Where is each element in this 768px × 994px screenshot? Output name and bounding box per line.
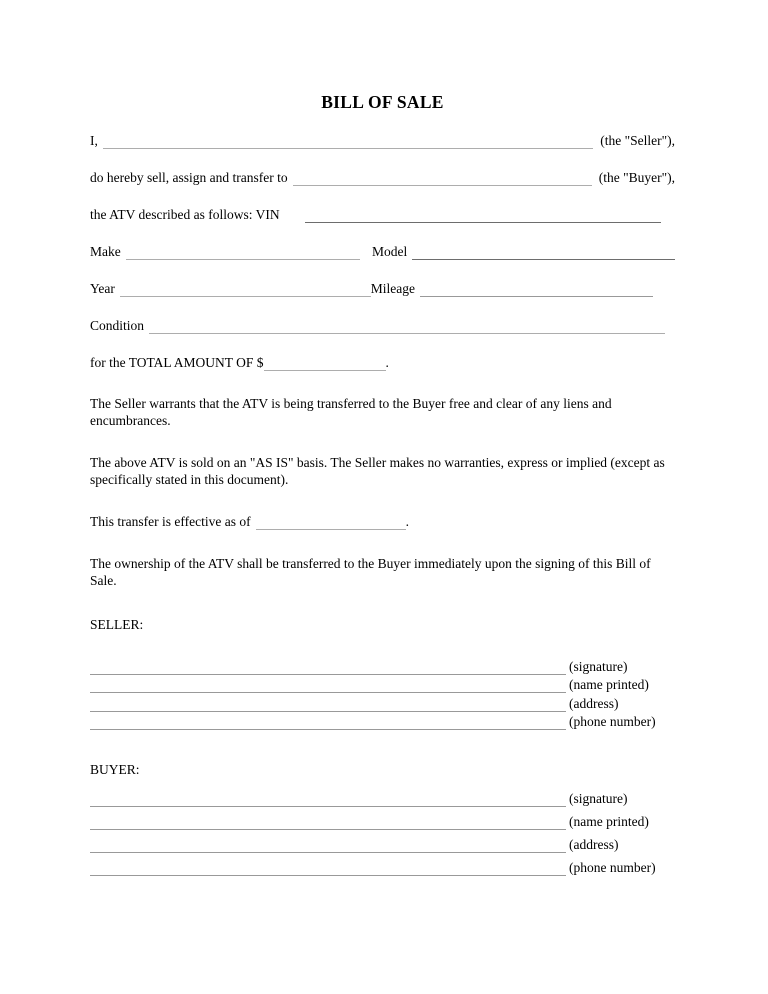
buyer-signature-blank[interactable] (90, 783, 566, 807)
vin-prefix: the ATV described as follows: VIN (90, 207, 280, 222)
buyer-name-blank[interactable] (293, 170, 592, 186)
seller-phone-label: (phone number) (569, 714, 656, 730)
buyer-phone-row (90, 853, 675, 876)
buyer-name-suffix: (the "Buyer"), (598, 170, 675, 185)
mileage-blank[interactable] (420, 281, 653, 297)
condition-label: Condition (90, 318, 145, 333)
seller-name-printed-blank[interactable] (90, 674, 566, 694)
buyer-address-blank[interactable] (90, 829, 566, 853)
vin-line (90, 206, 675, 223)
seller-signature-label: (signature) (569, 658, 628, 674)
ownership-paragraph: The ownership of the ATV shall be transferred to the Buyer immediately upon the signing of this Bill of Sale. (90, 556, 651, 588)
seller-signature-row (90, 656, 675, 675)
model-blank[interactable] (412, 244, 675, 260)
make-model-line (90, 243, 675, 260)
seller-address-blank[interactable] (90, 692, 566, 712)
buyer-signature-block (90, 784, 675, 876)
buyer-section-heading: BUYER: (90, 762, 140, 778)
condition-blank[interactable] (149, 318, 665, 334)
buyer-phone-label: (phone number) (569, 860, 656, 876)
seller-name-printed-label: (name printed) (569, 677, 649, 693)
effective-prefix: This transfer is effective as of (90, 514, 251, 529)
make-field (90, 243, 372, 260)
model-field (372, 243, 675, 260)
vin-blank[interactable] (305, 207, 661, 223)
year-field (90, 280, 371, 297)
amount-line (90, 354, 675, 371)
buyer-section (90, 761, 675, 876)
buyer-name-printed-label: (name printed) (569, 814, 649, 830)
page-title: BILL OF SALE (321, 92, 444, 112)
seller-section-heading: SELLER: (90, 617, 144, 632)
effective-suffix: . (405, 514, 409, 529)
mileage-field (371, 280, 675, 297)
seller-name-line (90, 132, 675, 149)
effective-date-line (90, 513, 675, 530)
seller-address-label: (address) (569, 695, 619, 711)
model-label: Model (371, 244, 408, 259)
effective-date-blank[interactable] (256, 514, 406, 530)
seller-phone-row (90, 712, 675, 731)
year-blank[interactable] (120, 281, 371, 297)
as-is-paragraph: The above ATV is sold on an "AS IS" basis. The Seller makes no warranties, express or implied (except as specifically stated in this document). (90, 455, 665, 487)
amount-blank[interactable] (264, 355, 386, 371)
buyer-name-printed-row (90, 807, 675, 830)
buyer-name-line (90, 169, 675, 186)
make-label: Make (90, 244, 121, 259)
seller-phone-blank[interactable] (90, 711, 566, 731)
buyer-address-row (90, 830, 675, 853)
seller-name-suffix: (the "Seller"), (600, 133, 675, 148)
buyer-signature-label: (signature) (569, 791, 628, 807)
year-label: Year (90, 281, 115, 296)
seller-signature-blank[interactable] (90, 655, 566, 675)
condition-line (90, 317, 675, 334)
amount-prefix: for the TOTAL AMOUNT OF $ (90, 355, 264, 370)
seller-address-row (90, 693, 675, 712)
seller-name-blank[interactable] (103, 133, 593, 149)
seller-name-prefix: I, (90, 133, 98, 148)
year-mileage-line (90, 280, 675, 297)
amount-suffix: . (385, 355, 389, 370)
buyer-phone-blank[interactable] (90, 852, 566, 876)
buyer-name-prefix: do hereby sell, assign and transfer to (90, 170, 288, 185)
warranty-paragraph: The Seller warrants that the ATV is being transferred to the Buyer free and clear of any liens and encumbrances. (90, 396, 612, 428)
seller-name-printed-row (90, 675, 675, 694)
buyer-address-label: (address) (569, 837, 619, 853)
seller-signature-block (90, 656, 675, 730)
buyer-name-printed-blank[interactable] (90, 806, 566, 830)
buyer-signature-row (90, 784, 675, 807)
make-blank[interactable] (126, 244, 360, 260)
mileage-label: Mileage (370, 281, 416, 296)
